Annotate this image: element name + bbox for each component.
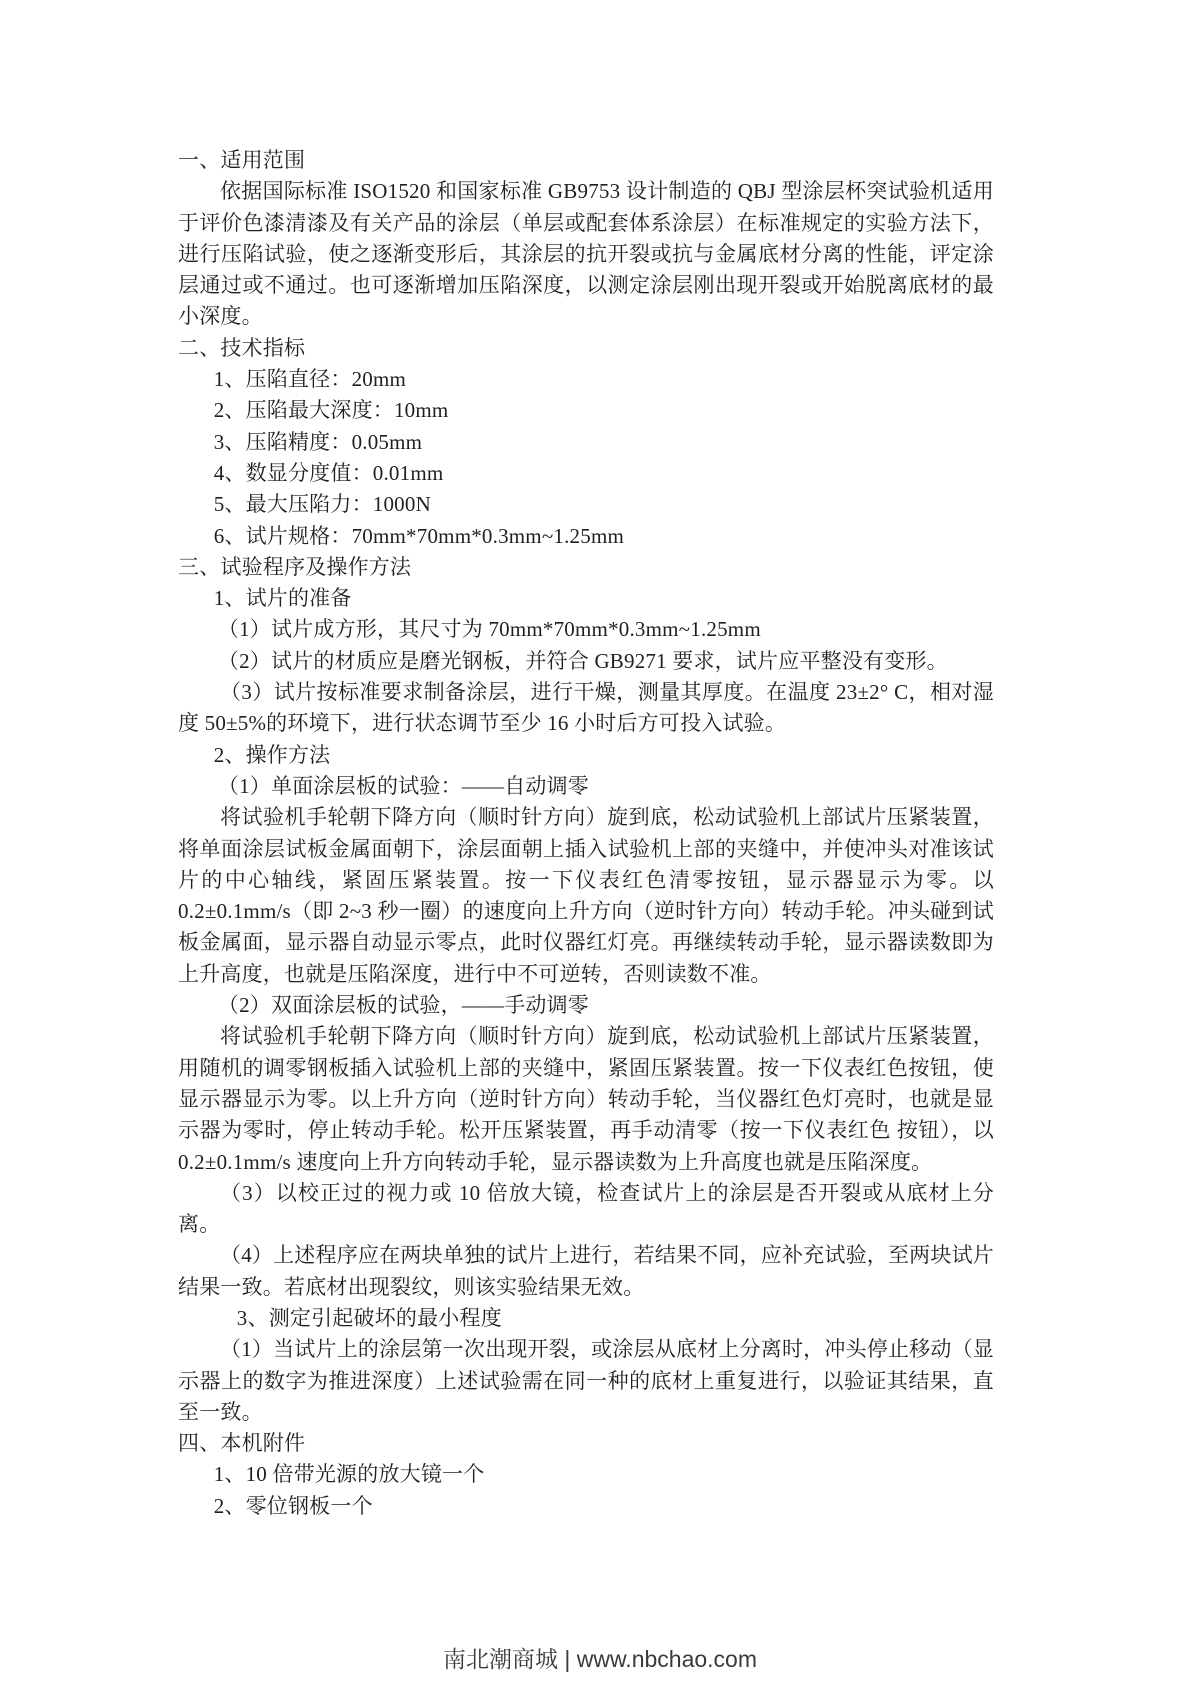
doc-block-item: 1、10 倍带光源的放大镜一个 [213, 1462, 485, 1487]
page-footer [0, 1645, 1200, 1673]
doc-block-heading: 一、适用范围 [178, 148, 306, 172]
doc-block-item: 1、压陷直径：20mm [213, 367, 407, 392]
doc-block-subitem: （1）试片成方形，其尺寸为 70mm*70mm*0.3mm~1.25mm [217, 617, 761, 642]
doc-block-item: 4、数显分度值：0.01mm [213, 460, 444, 485]
doc-block-heading: 四、本机附件 [178, 1431, 306, 1456]
doc-block-para: 依据国际标准 ISO1520 和国家标准 GB9753 设计制造的 QBJ 型涂层杯突试验机适用于评价色漆清漆及有关产品的涂层（单层或配套体系涂层）在标准规定的实验方法下，进行压陷试验，使之逐渐变形后，其涂层的抗开裂或抗与金属底材分离的性能，评定涂层通过或不通过。也可逐渐增加压陷深度，以测定涂层刚出现开裂或开始脱离底材的最小深度。 [178, 179, 994, 329]
doc-block-item: 1、试片的准备 [213, 586, 352, 611]
doc-block-para: （4）上述程序应在两块单独的试片上进行，若结果不同，应补充试验，至两块试片结果一致。若底材出现裂纹，则该实验结果无效。 [178, 1243, 994, 1299]
doc-block-item: 6、试片规格：70mm*70mm*0.3mm~1.25mm [213, 523, 625, 548]
doc-block-para: （3）以校正过的视力或 10 倍放大镜，检查试片上的涂层是否开裂或从底材上分离。 [178, 1180, 994, 1237]
doc-block-subitem: （2）试片的材质应是磨光钢板，并符合 GB9271 要求，试片应平整没有变形。 [217, 648, 948, 673]
doc-block-para: （1）当试片上的涂层第一次出现开裂，或涂层从底材上分离时，冲头停止移动（显示器上的数字为推进深度）上述试验需在同一种的底材上重复进行，以验证其结果，直至一致。 [178, 1337, 994, 1424]
doc-block-para: 将试验机手轮朝下降方向（顺时针方向）旋到底，松动试验机上部试片压紧装置，将单面涂层试板金属面朝下，涂层面朝上插入试验机上部的夹缝中，并使冲头对准该试片的中心轴线，紧固压紧装置。按一下仪表红色清零按钮，显示器显示为零。以 0.2±0.1mm/s（即 2~3 秒一圈）的速度向上升方向（逆时针方向）转动手轮。冲头碰到试板金属面，显示器自动显示零点，此时仪器红灯亮。再继续转动手轮，显示器读数即为上升高度，也就是压陷深度，进行中不可逆转，否则读数不准。 [178, 805, 994, 986]
doc-block-subitem: （1）单面涂层板的试验：——自动调零 [217, 773, 589, 798]
doc-block-item: 5、最大压陷力：1000N [213, 492, 431, 517]
footer-text: 南北潮商城 | www.nbchao.com [442, 1646, 757, 1672]
doc-block-subitem: （2）双面涂层板的试验，——手动调零 [217, 993, 589, 1018]
doc-block-para: （3）试片按标准要求制备涂层，进行干燥，测量其厚度。在温度 23±2° C，相对湿度 50±5%的环境下，进行状态调节至少 16 小时后方可投入试验。 [178, 680, 994, 736]
doc-block-item: 2、操作方法 [213, 742, 331, 767]
doc-block-item: 2、压陷最大深度：10mm [213, 398, 449, 423]
doc-block-item: 3、压陷精度：0.05mm [213, 429, 423, 454]
doc-block-heading: 三、试验程序及操作方法 [178, 554, 412, 579]
doc-block-item: 2、零位钢板一个 [213, 1493, 373, 1518]
doc-block-heading: 二、技术指标 [178, 335, 306, 360]
doc-block-item2: 3、测定引起破坏的最小程度 [236, 1305, 502, 1330]
document-body [178, 145, 994, 1522]
doc-block-para: 将试验机手轮朝下降方向（顺时针方向）旋到底，松动试验机上部试片压紧装置，用随机的调零钢板插入试验机上部的夹缝中，紧固压紧装置。按一下仪表红色按钮，使显示器显示为零。以上升方向（逆时针方向）转动手轮，当仪器红色灯亮时，也就是显示器为零时，停止转动手轮。松开压紧装置，再手动清零（按一下仪表红色 按钮），以 0.2±0.1mm/s 速度向上升方向转动手轮，显示器读数为上升高度也就是压陷深度。 [178, 1024, 994, 1174]
